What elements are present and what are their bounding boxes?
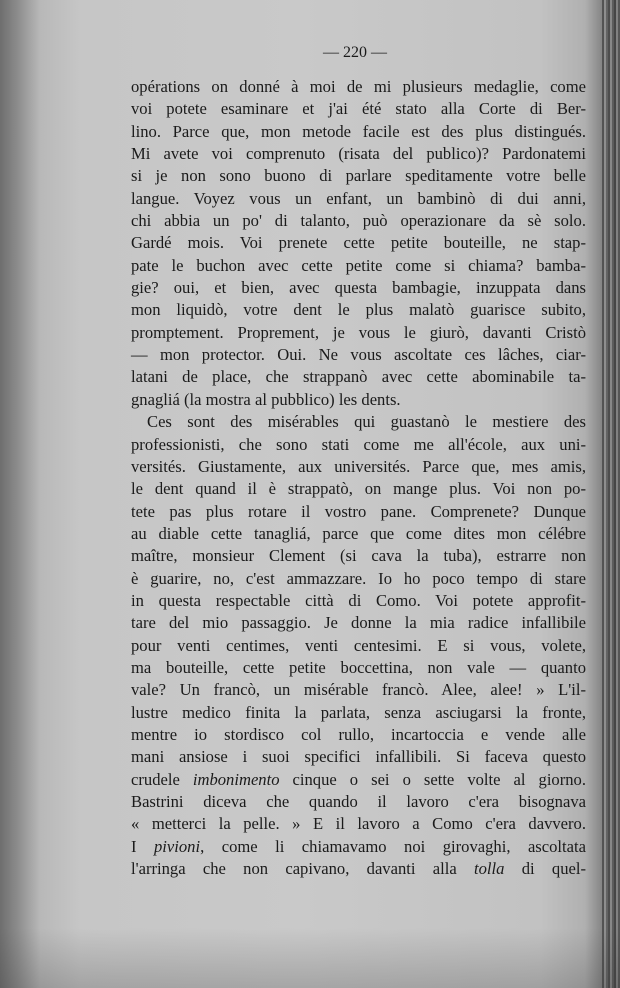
text-line: in questa respectable città di Como. Voi potete approfit- (131, 590, 586, 610)
italic-word: imbonimento (192, 769, 280, 789)
italic-word: pivioni (154, 836, 201, 856)
text-line: mani ansiose i suoi specifici infallibili. Si faceva questo (131, 747, 586, 767)
text-line: chi abbia un po' di talanto, può operazionare da sè solo. (131, 211, 586, 231)
text-line: pour venti centimes, venti centesimi. E si vous, volete, (131, 635, 586, 655)
page-number: — 220 — (323, 44, 387, 61)
text-line: versités. Giustamente, aux universités. Parce que, mes amis, (131, 456, 586, 476)
text-line: si je non sono buono di parlare speditamente votre belle (131, 166, 586, 186)
text-line: professionisti, che sono stati come me all'école, aux uni- (131, 434, 586, 454)
text-line: tare del mio passaggio. Je donne la mia radice infallibile (131, 613, 586, 633)
text-line: langue. Voyez vous un enfant, un bambinò di dui anni, (131, 188, 586, 208)
body-text (131, 76, 586, 880)
text-line: le dent quand il è strappatò, on mange plus. Voi non po- (131, 479, 586, 499)
text-line: Ces sont des misérables qui guastanò le mestiere des (147, 412, 586, 432)
text-line: lino. Parce que, mon metode facile est des plus distingués. (131, 121, 586, 141)
text-line: gie? oui, et bien, avec questa bambagie, inzuppata dans (131, 278, 586, 298)
text-line: l'arringa che non capivano, davanti alla tolla di quel- (131, 859, 586, 879)
text-line: mentre io stordisco col rullo, incartoccia e vende alle (131, 724, 586, 744)
page-edge (602, 0, 620, 988)
text-line: gnagliá (la mostra al pubblico) les dents. (131, 389, 401, 409)
text-line: tete pas plus rotare il vostro pane. Comprenete? Dunque (131, 501, 586, 521)
text-line: au diable cette tanagliá, parce que come dites mon célébre (131, 523, 586, 543)
italic-word: tolla (474, 859, 505, 879)
text-line: opérations on donné à moi de mi plusieurs medaglie, come (131, 77, 586, 96)
text-line: « metterci la pelle. » E il lavoro a Como c'era davvero. (131, 814, 586, 834)
text-line: è guarire, no, c'est ammazzare. Io ho poco tempo di stare (131, 568, 586, 588)
text-line: — mon protector. Oui. Ne vous ascoltate ces lâches, ciar- (131, 345, 586, 365)
text-line: mon liquidò, votre dent le plus malatò guarisce subito, (131, 300, 586, 320)
text-line: Gardé mois. Voi prenete cette petite bouteille, ne stap- (131, 233, 586, 253)
text-line: maître, monsieur Clement (si cava la tuba), estrarre non (131, 546, 586, 566)
text-line: voi potete esaminare et j'ai été stato alla Corte di Ber- (131, 99, 586, 119)
text-line: crudele imbonimento cinque o sei o sette volte al giorno. (131, 769, 586, 789)
text-line: Bastrini diceva che quando il lavoro c'era bisognava (131, 792, 586, 811)
text-line: vale? Un francò, un misérable francò. Alee, alee! » L'il- (131, 680, 586, 700)
text-line: pate le buchon avec cette petite come si chiama? bamba- (131, 255, 586, 275)
text-line: ma bouteille, cette petite boccettina, non vale — quanto (131, 657, 586, 677)
text-line: Mi avete voi comprenuto (risata del publico)? Pardonatemi (131, 144, 586, 164)
text-line: latani de place, che strappanò avec cette abominabile ta- (131, 367, 586, 387)
text-line: I pivioni, come li chiamavamo noi girovaghi, ascoltata (131, 836, 586, 856)
text-line: promptement. Proprement, je vous le giurò, davanti Cristò (131, 322, 586, 342)
text-line: lustre medico finita la parlata, senza asciugarsi la fronte, (131, 702, 586, 722)
